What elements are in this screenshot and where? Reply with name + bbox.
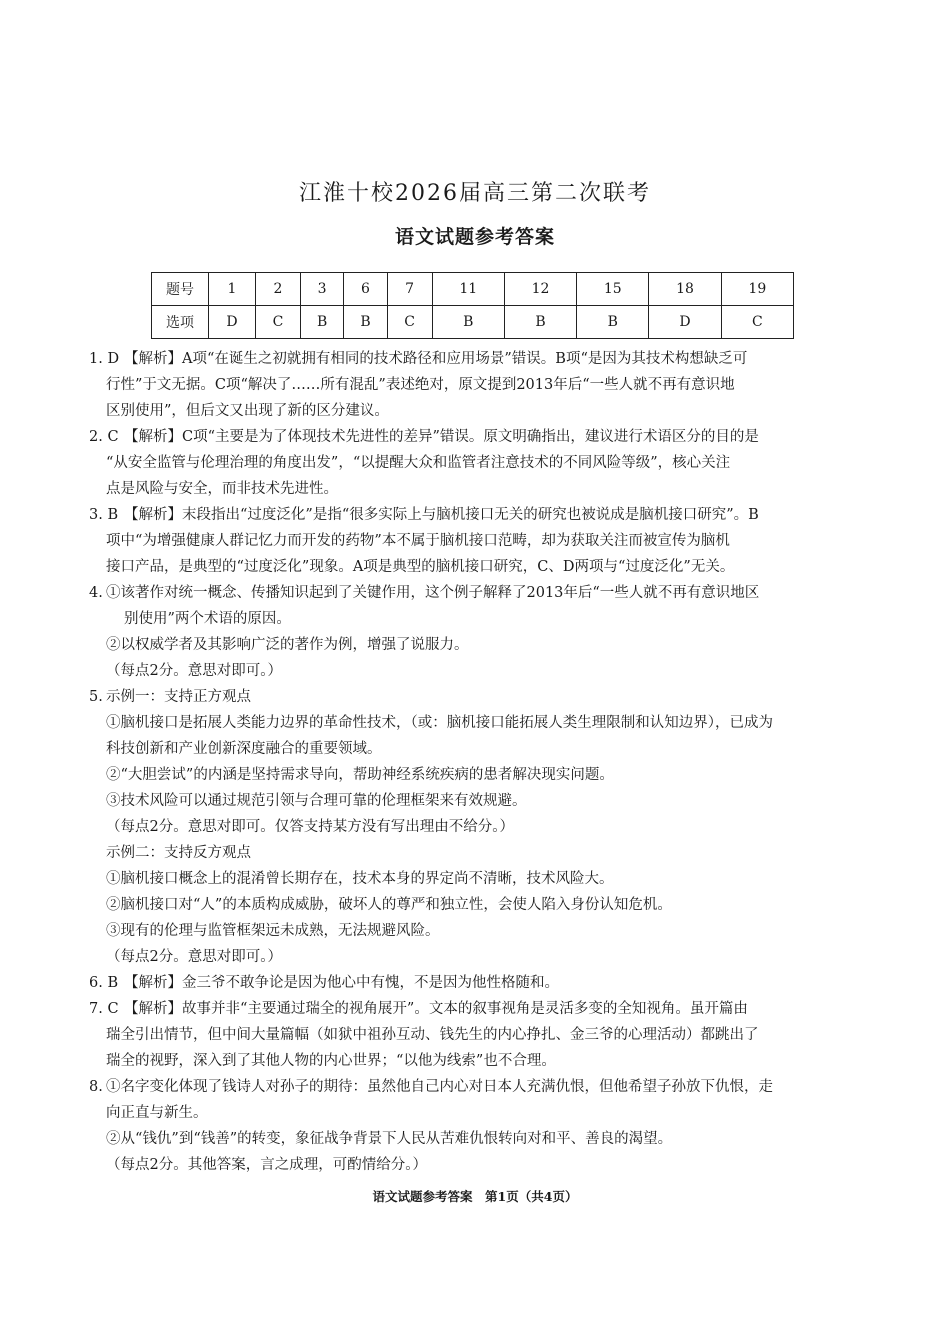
- question-number-cell: 19: [721, 273, 793, 306]
- answer-5-number: 5.: [89, 689, 103, 705]
- answer-4-line: （每点2分。意思对即可。）: [106, 663, 282, 679]
- answer-5-line: 示例二：支持反方观点: [106, 845, 251, 861]
- answer-7-line: 瑞全的视野，深入到了其他人物的内心世界；“以他为线索”也不合理。: [106, 1053, 556, 1069]
- answer-6-number: 6. B: [89, 975, 119, 991]
- question-number-cell: 7: [387, 273, 432, 306]
- answer-5-line: ①脑机接口是拓展人类能力边界的革命性技术，（或：脑机接口能拓展人类生理限制和认知边界），已成为: [106, 715, 773, 731]
- answer-1-line: 行性”于文无据。C项“解决了……所有混乱”表述绝对，原文提到2013年后“一些人就不再有意识地: [106, 377, 735, 393]
- answer-8-line: ①名字变化体现了钱诗人对孙子的期待：虽然他自己内心对日本人充满仇恨，但他希望子孙放下仇恨，走: [106, 1079, 773, 1095]
- answer-5-line: （每点2分。意思对即可。）: [106, 949, 282, 965]
- answer-7-number: 7. C: [89, 1001, 119, 1017]
- answer-table: [151, 272, 794, 339]
- question-number-cell: 11: [432, 273, 504, 306]
- option-cell: B: [504, 306, 576, 339]
- answer-5-line: ③现有的伦理与监管框架远未成熟，无法规避风险。: [106, 923, 440, 939]
- question-number-cell: 15: [577, 273, 649, 306]
- answer-5-line: 示例一：支持正方观点: [106, 689, 251, 705]
- table-row-numbers: [152, 273, 794, 306]
- answer-1-line: 区别使用”，但后文又出现了新的区分建议。: [106, 403, 389, 419]
- answer-5-line: （每点2分。意思对即可。仅答支持某方没有写出理由不给分。）: [106, 819, 514, 835]
- option-cell: B: [577, 306, 649, 339]
- option-cell: C: [387, 306, 432, 339]
- question-number-cell: 2: [255, 273, 300, 306]
- answer-8-line: ②从“钱仇”到“钱善”的转变，象征战争背景下人民从苦难仇恨转向对和平、善良的渴望。: [106, 1131, 673, 1147]
- option-cell: D: [649, 306, 721, 339]
- answer-4-line: ②以权威学者及其影响广泛的著作为例，增强了说服力。: [106, 637, 469, 653]
- table-row-options: [152, 306, 794, 339]
- answer-4-number: 4.: [89, 585, 103, 601]
- answer-5-line: 科技创新和产业创新深度融合的重要领域。: [106, 741, 382, 757]
- option-cell: C: [721, 306, 793, 339]
- answer-8-line: 向正直与新生。: [106, 1105, 208, 1121]
- answer-2-line: 点是风险与安全，而非技术先进性。: [106, 481, 338, 497]
- answer-3-line: 【解析】末段指出“过度泛化”是指“很多实际上与脑机接口无关的研究也被说成是脑机接口研究”。B: [124, 507, 759, 523]
- option-cell: C: [255, 306, 300, 339]
- answer-7-line: 【解析】故事并非“主要通过瑞全的视角展开”。文本的叙事视角是灵活多变的全知视角。虽开篇由: [124, 1001, 748, 1017]
- answer-4-line: 别使用”两个术语的原因。: [124, 611, 291, 627]
- answer-7-line: 瑞全引出情节，但中间大量篇幅（如狱中祖孙互动、钱先生的内心挣扎、金三爷的心理活动）都跳出了: [106, 1027, 759, 1043]
- answer-1-line: 【解析】A项“在诞生之初就拥有相同的技术路径和应用场景”错误。B项“是因为其技术构想缺乏可: [124, 351, 748, 367]
- question-number-cell: 3: [300, 273, 343, 306]
- answer-2-line: “从安全监管与伦理治理的角度出发”，“以提醒大众和监管者注意技术的不同风险等级”，核心关注: [106, 455, 731, 471]
- row-label-question-number: 题号: [152, 273, 209, 306]
- answer-5-line: ③技术风险可以通过规范引领与合理可靠的伦理框架来有效规避。: [106, 793, 527, 809]
- answer-3-number: 3. B: [89, 507, 119, 523]
- page-footer: 语文试题参考答案 第1页（共4页）: [372, 1189, 578, 1204]
- answer-5-line: ②脑机接口对“人”的本质构成威胁，破坏人的尊严和独立性，会使人陷入身份认知危机。: [106, 897, 672, 913]
- option-cell: D: [209, 306, 256, 339]
- row-label-option: 选项: [152, 306, 209, 339]
- answer-5-line: ②“大胆尝试”的内涵是坚持需求导向，帮助神经系统疾病的患者解决现实问题。: [106, 767, 614, 783]
- answer-1-number: 1. D: [89, 351, 120, 367]
- option-cell: B: [300, 306, 343, 339]
- exam-title: 江淮十校2026届高三第二次联考: [299, 181, 651, 206]
- answer-3-line: 接口产品，是典型的“过度泛化”现象。A项是典型的脑机接口研究，C、D两项与“过度泛化”无关。: [106, 559, 735, 575]
- option-cell: B: [432, 306, 504, 339]
- question-number-cell: 18: [649, 273, 721, 306]
- question-number-cell: 12: [504, 273, 576, 306]
- answer-2-line: 【解析】C项“主要是为了体现技术先进性的差异”错误。原文明确指出，建议进行术语区分的目的是: [124, 429, 759, 445]
- question-number-cell: 6: [344, 273, 387, 306]
- answer-3-line: 项中“为增强健康人群记忆力而开发的药物”本不属于脑机接口范畴，却为获取关注而被宣传为脑机: [106, 533, 730, 549]
- answer-8-line: （每点2分。其他答案，言之成理，可酌情给分。）: [106, 1157, 427, 1173]
- answer-6-line: 【解析】金三爷不敢争论是因为他心中有愧，不是因为他性格随和。: [124, 975, 559, 991]
- option-cell: B: [344, 306, 387, 339]
- answer-4-line: ①该著作对统一概念、传播知识起到了关键作用，这个例子解释了2013年后“一些人就不再有意识地区: [106, 585, 760, 601]
- document-subtitle: 语文试题参考答案: [394, 226, 555, 248]
- answer-2-number: 2. C: [89, 429, 119, 445]
- answer-8-number: 8.: [89, 1079, 103, 1095]
- question-number-cell: 1: [209, 273, 256, 306]
- answer-5-line: ①脑机接口概念上的混淆曾长期存在，技术本身的界定尚不清晰，技术风险大。: [106, 871, 614, 887]
